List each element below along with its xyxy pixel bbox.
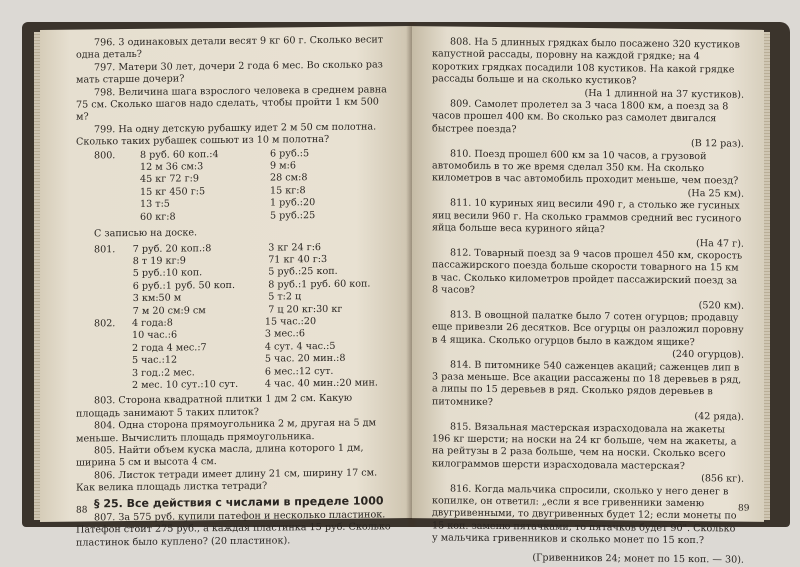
expr: 6 руб.:1 руб. 50 коп.: [132, 279, 235, 292]
open-book: [22, 22, 790, 566]
problem-810: 810. Поезд прошел 600 км за 10 часов, а грузовой автомобиль в то же время сделал 350 км. На сколько километров в час автомобиль проходит меньше, чем поезд?: [432, 148, 739, 188]
answer-816: (Гривенников 24; монет по 15 коп. — 30).: [532, 552, 744, 566]
expr: 6 мес.:12 сут.: [264, 365, 334, 378]
board-note: С записью на доске.: [94, 227, 198, 240]
problem-800-col2: [270, 147, 390, 223]
left-text-column: [76, 34, 394, 550]
expr: 5 руб.:25: [270, 209, 316, 222]
expr: 5 час. 20 мин.:8: [264, 352, 346, 365]
answer-815: (856 кг).: [701, 473, 744, 485]
expr: 1 руб.:20: [270, 197, 316, 209]
expr: 3 км:50 м: [132, 292, 182, 305]
problem-804: 804. Одна сторона прямоугольника 2 м, другая на 5 дм меньше. Вычислить площадь прямоугольника.: [76, 417, 376, 445]
expr: 5 руб.:25 коп.: [268, 266, 338, 278]
problem-814: 814. В питомнике 540 саженцев акаций; саженцев лип в 3 раза меньше. Все акации рассажены по 18 деревьев в ряд, а липы по 15 деревьев в ряд. Сколько рядов деревьев в питомнике?: [432, 359, 742, 408]
section-title: § 25. Все действия с числами в пределе 1000: [94, 493, 384, 511]
problem-802-col2: [265, 315, 394, 391]
problem-801-label: 801.: [94, 243, 116, 255]
expr: 3 мес.:6: [264, 328, 305, 340]
expr: 4 сут. 4 час.:5: [264, 340, 336, 353]
expr: 15 кг:8: [270, 185, 306, 197]
problem-802-col1: [132, 317, 265, 393]
problem-808: 808. На 5 длинных грядках было посажено 320 кустиков капустной рассады, поровну на каждой грядке; на 4 коротких грядках посадили 108 кустиков. На какой грядке рассады больше и на сколько кустиков?: [432, 36, 740, 87]
problem-815: 815. Вязальная мастерская израсходовала на жакеты 196 кг шерсти; на носки на 24 кг больше, чем на жакеты, а на рейтузы в 2 раза больше, чем на носки. Сколько всего килограммов шерсти израсходовала мастерская?: [432, 421, 737, 472]
expr: 6 руб.:5: [270, 147, 310, 160]
expr: 13 т:5: [140, 198, 170, 211]
expr: 2 года 4 мес.:7: [131, 341, 207, 354]
expr: 28 см:8: [270, 172, 308, 185]
expr: 9 м:6: [270, 160, 296, 172]
problem-799: 799. На одну детскую рубашку идет 2 м 50 см полотна. Сколько таких рубашек сошьют из 10 м полотна?: [76, 121, 377, 148]
problem-801: [76, 241, 394, 319]
answer-810: (На 25 км).: [687, 187, 744, 200]
right-text-column: [432, 36, 744, 566]
problem-802-label: 802.: [94, 318, 116, 330]
expr: 3 год.:2 мес.: [131, 366, 195, 379]
problem-800-col1: [134, 148, 270, 224]
problem-803: 803. Сторона квадратной плитки 1 дм 2 см. Какую площадь занимают 5 таких плиток?: [76, 393, 353, 420]
right-page: [412, 26, 764, 566]
problem-806: 806. Листок тетради имеет длину 21 см, ширину 17 см. Как велика площадь листка тетради?: [76, 467, 378, 494]
problem-802: [76, 315, 394, 393]
problem-816: 816. Когда мальчика спросили, сколько у него денег в копилке, он ответил: „если я все гривенники заменю двугривенными, то двугривенных будет 12; если монеты по 15 коп. заменю пятачками, то пятачков будет 90". Сколько у мальчика гривенников и сколько монет по 15 коп.?: [432, 483, 737, 547]
expr: 5 руб.:10 коп.: [132, 267, 203, 280]
problem-798: 798. Величина шага взрослого человека в среднем равна 75 см. Сколько шагов надо сделать, чтобы пройти 1 км 500 м?: [76, 83, 387, 124]
expr: 5 час.:12: [131, 354, 178, 367]
expr: 7 ц 20 кг:30 кг: [268, 303, 343, 316]
expr: 8 руб.:1 руб. 60 коп.: [268, 278, 371, 291]
problem-800: [76, 147, 394, 225]
expr: 71 кг 40 г:3: [268, 253, 328, 266]
page-number-left: 88: [76, 505, 88, 516]
answer-813: (240 огурцов).: [672, 349, 744, 361]
problem-812: 812. Товарный поезд за 9 часов прошел 450 км, скорость пассажирского поезда больше скорости товарного на 15 км в час. Сколько километров пройдет пассажирский поезд за 8 часов?: [432, 247, 743, 296]
problem-809: 809. Самолет пролетел за 3 часа 1800 км, а поезд за 8 часов прошел 400 км. Во сколько раз самолет двигался быстрее поезда?: [432, 98, 729, 136]
answer-808: (На 1 длинной на 37 кустиков).: [584, 87, 744, 101]
right-page-edges: [764, 32, 770, 520]
expr: 7 руб. 20 коп.:8: [132, 242, 212, 255]
problem-801-col1: [133, 242, 268, 318]
page-number-right: 89: [738, 503, 750, 514]
answer-809: (В 12 раз).: [691, 138, 744, 150]
problem-797: 797. Матери 30 лет, дочери 2 года 6 мес. Во сколько раз мать старше дочери?: [76, 59, 383, 86]
left-page: [40, 26, 412, 549]
expr: 8 руб. 60 коп.:4: [140, 148, 219, 161]
problem-796: 796. 3 одинаковых детали весят 9 кг 60 г. Сколько весит одна деталь?: [76, 34, 384, 61]
expr: 3 кг 24 г:6: [268, 241, 322, 254]
answer-811: (На 47 г).: [696, 237, 744, 250]
expr: 60 кг:8: [140, 211, 176, 223]
expr: 10 час.:6: [131, 329, 178, 342]
expr: 15 час.:20: [264, 315, 317, 328]
expr: 8 т 19 кг:9: [132, 255, 186, 267]
expr: 4 час. 40 мин.:20 мин.: [264, 377, 378, 390]
problem-805: 805. Найти объем куска масла, длина которого 1 дм, ширина 5 см и высота 4 см.: [76, 442, 364, 469]
answer-812: (520 км).: [698, 299, 744, 312]
answer-814: (42 ряда).: [694, 411, 744, 423]
problem-801-col2: [268, 241, 394, 317]
problem-813: 813. В овощной палатке было 7 сотен огурцов; продавцу еще привезли 26 десятков. Все огурцы он разложил поровну в 4 ящика. Сколько огурцов было в каждом ящике?: [432, 309, 744, 348]
problem-807: 807. За 575 руб. купили патефон и несколько пластинок. Патефон стоит 275 руб., а каждая пластинка 15 руб. Сколько пластинок было куплено? (20 пластинок).: [76, 509, 391, 549]
expr: 7 м 20 см:9 см: [132, 304, 206, 317]
expr: 2 мес. 10 сут.:10 сут.: [131, 378, 239, 391]
expr: 15 кг 450 г:5: [140, 186, 206, 198]
problem-800-label: 800.: [94, 149, 116, 162]
problem-811: 811. 10 куриных яиц весили 490 г, а столько же гусиных яиц весили 960 г. На сколько граммов средний вес гусиного яйца больше веса куриного яйца?: [432, 197, 742, 236]
expr: 12 м 36 см:3: [140, 161, 204, 173]
expr: 5 т:2 ц: [268, 291, 302, 303]
expr: 45 кг 72 г:9: [140, 173, 199, 186]
expr: 4 года:8: [131, 317, 173, 329]
